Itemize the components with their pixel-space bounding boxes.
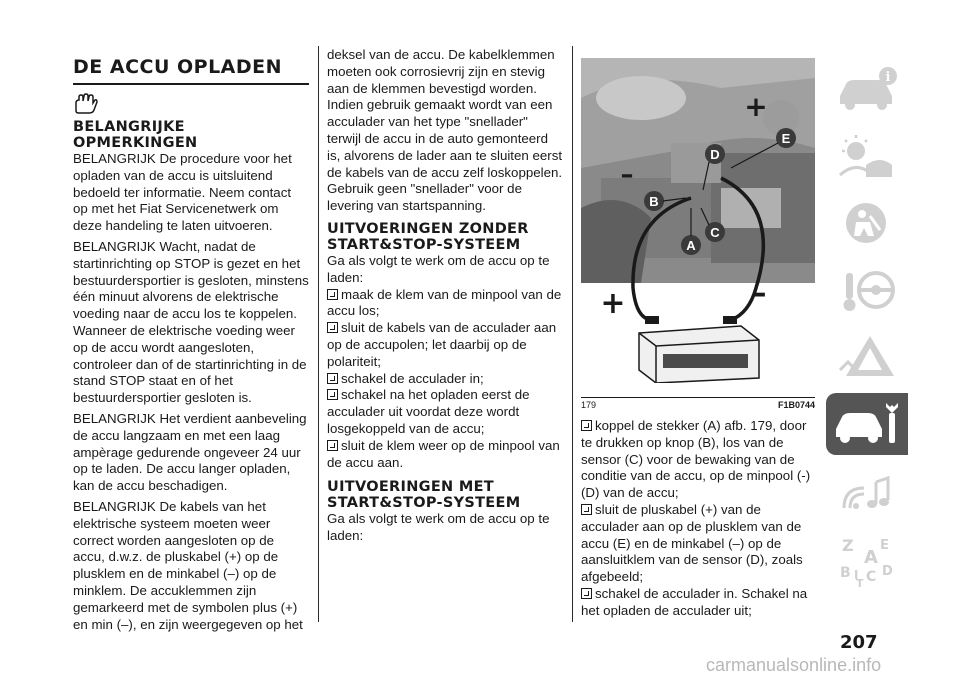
paragraph: deksel van de accu. De kabelklemmen moeten ook corrosievrij zijn en stevig aan de klemmen bevestigd worden. Indien gebruik gemaakt wordt van een acculader van het type "snellader" terwijl de accu in de auto gemonteerd is, alvorens de lader aan te sluiten eerst de kabels van de accu zelf loskoppelen. Gebruik geen "snellader" voor de levering van startspanning. (327, 47, 563, 214)
svg-text:I: I (854, 568, 859, 582)
column-divider (318, 46, 319, 622)
list-item: schakel de acculader in; (327, 371, 563, 388)
tab-alphabetical-index[interactable] (826, 527, 908, 589)
figure-label: D (710, 147, 720, 162)
section-heading-important: BELANGRIJKE OPMERKINGEN (73, 119, 198, 151)
paragraph: Ga als volgt te werk om de accu op te laden: (327, 252, 550, 285)
paragraph: BELANGRIJK Wacht, nadat de startinrichting op STOP is gezet en het bestuurdersportier is gesloten, minstens één minuut alvorens de elektrische voeding naar de accu los te koppelen. Wanneer de elektrische voeding weer op de accu wordt aangesloten, controleer dan of de startinrichting in de stand STOP staat en of het bestuurdersportier gesloten is. (73, 238, 309, 406)
figure-label: C (710, 225, 720, 240)
list-item: sluit de pluskabel (+) van de acculader aan op de plusklem van de accu (E) en de minkabel (–) op de aansluitklem van de sensor (D), zoals afgebeeld; (581, 501, 803, 585)
paragraph: BELANGRIJK De kabels van het elektrische systeem moeten weer correct worden aangesloten op de accu, d.w.z. de pluskabel (+) op de plusklem en de minkabel (–) op de minklem. De accuklemmen zijn gemarkeerd met de symbolen plus (+) en min (–), en zijn weergegeven op het (73, 498, 303, 632)
paragraph: BELANGRIJK De procedure voor het opladen van de accu is uitsluitend bedoeld ter informatie. Neem contact op met het Fiat Servicenetwerk om deze handeling te laten uitvoeren. (73, 151, 292, 234)
warning-triangle-icon (826, 326, 908, 388)
checkbox-bullet-icon (327, 440, 338, 451)
wifi-music-icon (826, 460, 908, 522)
tab-multimedia[interactable] (826, 460, 908, 522)
list-item: sluit de klem weer op de minpool van de accu aan. (327, 437, 560, 470)
section-heading-with-start-stop: UITVOERINGEN MET START&STOP-SYSTEEM (327, 479, 521, 512)
list-item: maak de klem van de minpool van de accu los; (327, 286, 562, 319)
page-title: DE ACCU OPLADEN (73, 56, 283, 78)
paragraph: Ga als volgt te werk om de accu op te laden: (327, 511, 550, 544)
tab-car-info[interactable] (826, 58, 908, 120)
list-item: sluit de kabels van de acculader aan op de accupolen; let daarbij op de polariteit; (327, 320, 557, 369)
chapter-tabs (826, 58, 908, 594)
tab-key-steering[interactable] (826, 259, 908, 321)
checkbox-bullet-icon (581, 504, 592, 515)
footer-watermark: carmanualsonline.info (706, 655, 882, 675)
checkbox-bullet-icon (327, 322, 338, 333)
svg-text:E: E (880, 538, 889, 553)
charger-minus-symbol: – (751, 276, 767, 311)
page-number: 207 (840, 632, 878, 653)
alphabet-index-icon (826, 527, 908, 589)
checkbox-bullet-icon (581, 420, 592, 431)
minus-symbol: – (620, 160, 634, 190)
car-service-icon (826, 393, 908, 455)
paragraph: BELANGRIJK Het verdient aanbeveling de accu langzaam en met een laag ampèrage gedurende ongeveer 24 uur op te laden. De accu langer opladen, kan de accu beschadigen. (73, 410, 307, 494)
column-divider (572, 46, 573, 622)
checkbox-bullet-icon (581, 588, 592, 599)
svg-text:D: D (882, 564, 893, 579)
section-heading-without-start-stop: UITVOERINGEN ZONDER START&STOP-SYSTEEM (327, 220, 529, 253)
svg-text:Z: Z (842, 536, 854, 555)
title-rule (73, 83, 309, 85)
tab-car-service[interactable] (826, 393, 908, 455)
dashboard-lights-icon (826, 125, 908, 187)
figure-caption (581, 400, 815, 410)
glove-hand-icon (73, 93, 99, 115)
checkbox-bullet-icon (327, 389, 338, 400)
car-info-icon (826, 58, 908, 120)
column-2 (327, 47, 563, 549)
tab-dashboard-lights[interactable] (826, 125, 908, 187)
list-item: schakel de acculader in. Schakel na het opladen de acculader uit; (581, 585, 808, 618)
checkbox-bullet-icon (327, 373, 338, 384)
battery-charging-figure (581, 58, 815, 398)
svg-text:T: T (856, 577, 864, 589)
checkbox-bullet-icon (327, 289, 338, 300)
tab-warning[interactable] (826, 326, 908, 388)
svg-text:i: i (885, 70, 891, 85)
column-3 (581, 58, 815, 620)
figure-label: B (649, 194, 659, 209)
svg-text:C: C (866, 569, 877, 585)
column-1 (73, 56, 309, 637)
list-item: koppel de stekker (A) afb. 179, door te drukken op knop (B), los van de sensor (C) voor de bewaking van de conditie van de accu, op de minpool (-) (D) van de accu; (581, 418, 811, 501)
tab-airbag-safety[interactable] (826, 192, 908, 254)
list-item: schakel na het opladen eerst de acculader uit voordat deze wordt losgekoppeld van de accu; (327, 387, 530, 436)
charger-plus-symbol: + (600, 286, 626, 321)
plus-symbol: + (744, 90, 768, 123)
figure-label: E (781, 131, 791, 146)
airbag-safety-icon (826, 192, 908, 254)
svg-text:B: B (840, 565, 851, 581)
figure-number: 179 (581, 400, 597, 410)
svg-text:A: A (864, 547, 878, 568)
figure-label: A (686, 238, 696, 253)
key-steering-icon (826, 259, 908, 321)
figure-code: F1B0744 (777, 400, 815, 410)
battery-illustration (581, 58, 815, 383)
